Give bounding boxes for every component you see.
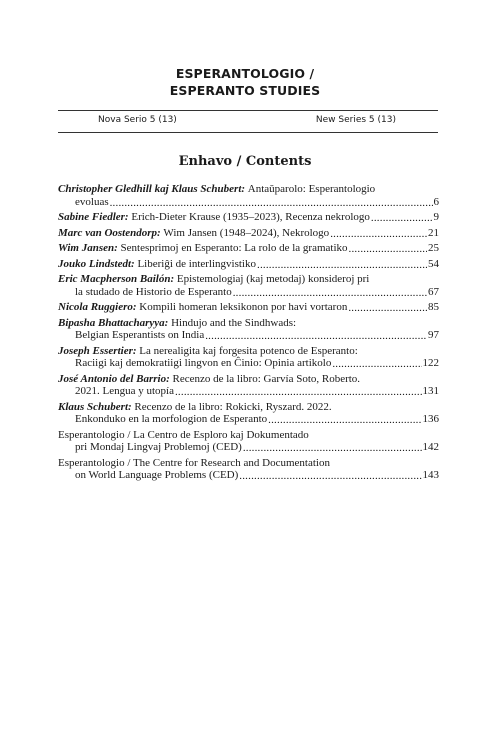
toc-page-number: 67 <box>428 285 439 298</box>
toc-author: Wim Jansen: <box>58 242 118 254</box>
toc-page-number: 122 <box>422 357 439 369</box>
toc-title-continued: Raciigi kaj demokratiigi lingvon en Ĉinio: Opinia artikolo <box>75 357 332 369</box>
toc-title: Esperantologio / The Centre for Research and Documentation <box>58 456 330 469</box>
dot-leader <box>349 243 427 256</box>
toc-entry-line <box>58 301 439 314</box>
toc-entry-line <box>58 286 439 299</box>
toc-title-continued: pri Mondaj Lingvaj Problemoj (CED) <box>75 441 242 453</box>
toc-entry[interactable] <box>58 317 439 342</box>
toc-entry-line <box>58 273 439 286</box>
toc-entry-line <box>58 441 439 454</box>
toc-entry[interactable] <box>58 183 439 208</box>
toc-author: Marc van Oostendorp: <box>58 226 161 239</box>
toc-entry[interactable] <box>58 345 439 370</box>
series-row <box>58 112 438 132</box>
toc-entry-line <box>58 258 439 271</box>
toc-page-number: 97 <box>428 329 439 341</box>
toc-author: Sabine Fiedler: <box>58 211 129 223</box>
toc-title: La nerealigita kaj forgesita potenco de Esperanto: <box>139 344 358 357</box>
toc-entry[interactable] <box>58 258 439 271</box>
toc-entry-line <box>58 373 439 386</box>
toc-entry[interactable] <box>58 273 439 298</box>
toc-author: Klaus Schubert: <box>58 400 132 413</box>
toc-entry[interactable] <box>58 429 439 454</box>
journal-title-line-1: ESPERANTOLOGIO / <box>175 66 315 81</box>
toc-entry-line <box>58 329 439 342</box>
dot-leader <box>205 330 427 343</box>
toc-author: Joseph Essertier: <box>58 344 137 357</box>
toc-entry-line <box>58 401 439 414</box>
header-rule-top <box>58 110 438 111</box>
toc-entry[interactable] <box>58 401 439 426</box>
toc-title: Hindujo and the Sindhwads: <box>171 316 297 329</box>
toc-title: Erich-Dieter Krause (1935–2023), Recenza nekrologo <box>131 211 370 223</box>
toc-page-number: 85 <box>428 301 439 313</box>
toc-entry[interactable] <box>58 242 439 255</box>
toc-page-number: 142 <box>422 441 439 453</box>
toc-page-number: 131 <box>422 385 439 397</box>
dot-leader <box>332 358 421 371</box>
toc-entry[interactable] <box>58 457 439 482</box>
dot-leader <box>348 302 427 315</box>
toc-title: Recenzo de la libro: Rokicki, Ryszard. 2022. <box>134 400 332 413</box>
toc-title: Epistemologiaj (kaj metodaj) konsideroj pri <box>176 273 370 285</box>
toc-entry[interactable] <box>58 227 439 240</box>
contents-heading: Enhavo / Contents <box>178 154 312 169</box>
toc-title-continued: 2021. Lengua y utopía <box>75 385 174 397</box>
toc-title-continued: la studado de Historio de Esperanto <box>75 285 232 298</box>
toc-page-number: 54 <box>428 257 439 270</box>
table-of-contents <box>58 183 439 485</box>
header-rule-bottom <box>58 132 438 133</box>
series-english: New Series 5 (13) <box>315 115 396 125</box>
toc-title: Recenzo de la libro: Garvía Soto, Roberto. <box>172 372 361 385</box>
toc-page-number: 143 <box>422 469 439 481</box>
dot-leader <box>239 470 421 483</box>
toc-author: Nicola Ruggiero: <box>58 301 137 313</box>
dot-leader <box>371 212 433 225</box>
series-esperanto: Nova Serio 5 (13) <box>98 115 177 125</box>
journal-title <box>0 65 490 99</box>
toc-title: Esperantologio / La Centro de Esploro kaj Dokumentado <box>58 428 309 441</box>
dot-leader <box>175 386 422 399</box>
dot-leader <box>330 228 427 241</box>
toc-page-number: 6 <box>433 195 439 208</box>
toc-title-continued: Enkonduko en la morfologion de Esperanto <box>75 413 268 425</box>
toc-title: Kompili homeran leksikonon por havi vortaron <box>139 301 348 313</box>
dot-leader <box>233 287 427 300</box>
toc-entry-line <box>58 457 439 470</box>
toc-entry-line <box>58 317 439 330</box>
toc-title-continued: on World Language Problems (CED) <box>75 469 239 481</box>
journal-title-line-2: ESPERANTO STUDIES <box>169 83 321 98</box>
toc-entry-line <box>58 196 439 209</box>
toc-author: Jouko Lindstedt: <box>58 257 135 270</box>
toc-title-continued: evoluas <box>75 195 109 208</box>
toc-author: José Antonio del Barrio: <box>58 372 170 385</box>
toc-author: Eric Macpherson Bailón: <box>58 273 175 285</box>
toc-page-number: 25 <box>428 242 439 254</box>
toc-entry[interactable] <box>58 211 439 224</box>
toc-page-number: 9 <box>433 211 439 223</box>
toc-entry[interactable] <box>58 373 439 398</box>
toc-entry-line <box>58 469 439 482</box>
toc-entry-line <box>58 357 439 370</box>
toc-entry-line <box>58 429 439 442</box>
toc-entry-line <box>58 413 439 426</box>
toc-title-continued: Belgian Esperantists on India <box>75 329 205 341</box>
toc-entry-line <box>58 345 439 358</box>
toc-entry[interactable] <box>58 301 439 314</box>
dot-leader <box>257 259 427 272</box>
toc-entry-line <box>58 242 439 255</box>
toc-author: Bipasha Bhattacharyya: <box>58 316 169 329</box>
dot-leader <box>243 442 422 455</box>
toc-title: Sentesprimoj en Esperanto: La rolo de la gramatiko <box>120 242 348 254</box>
toc-title: Antaŭparolo: Esperantologio <box>247 183 376 195</box>
toc-author: Christopher Gledhill kaj Klaus Schubert: <box>58 183 246 195</box>
toc-title: Wim Jansen (1948–2024), Nekrologo <box>163 226 330 239</box>
dot-leader <box>110 197 433 210</box>
toc-title: Liberiĝi de interlingvistiko <box>137 257 256 270</box>
toc-page-number: 21 <box>428 226 439 239</box>
toc-entry-line <box>58 227 439 240</box>
toc-entry-line <box>58 385 439 398</box>
toc-entry-line <box>58 183 439 196</box>
toc-entry-line <box>58 211 439 224</box>
dot-leader <box>268 414 421 427</box>
toc-page-number: 136 <box>422 413 439 425</box>
